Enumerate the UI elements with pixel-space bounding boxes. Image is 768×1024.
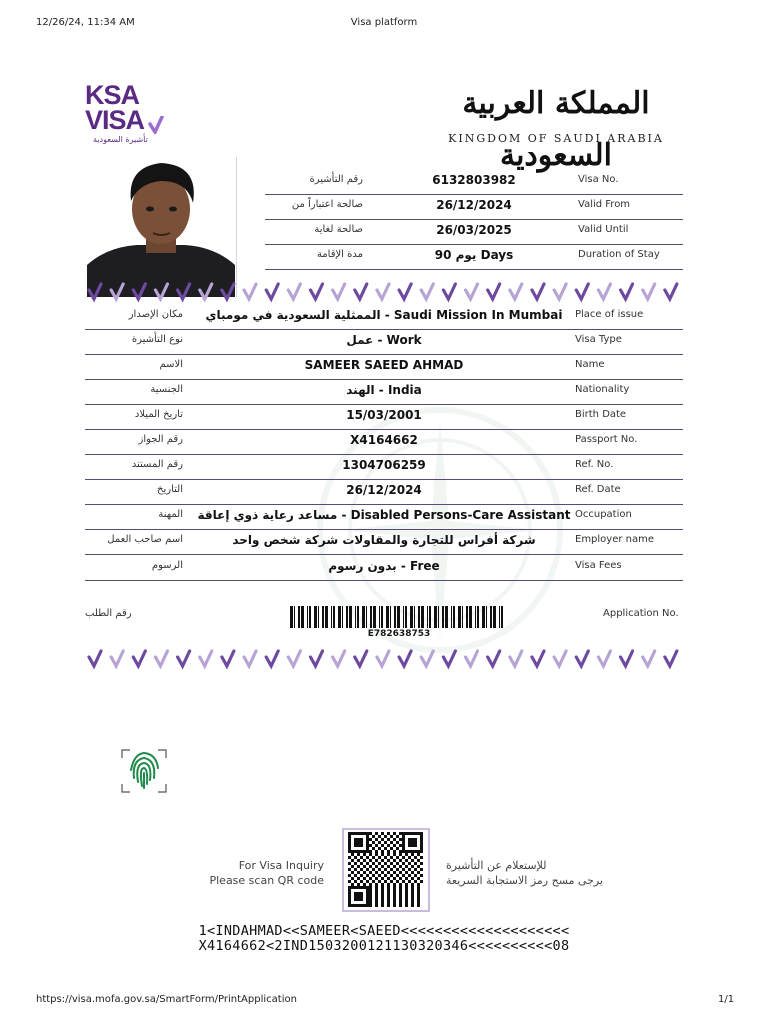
kingdom-english-title: KINGDOM OF SAUDI ARABIA [448,132,664,145]
row-label-ar: صالحة لغاية [314,224,363,235]
row-label-en: Valid Until [578,224,629,235]
check-mark-icon [510,651,522,666]
check-mark-icon [554,284,566,299]
row-label-ar: نوع التأشيرة [131,334,183,345]
detail-row [85,555,683,581]
check-mark-icon [266,651,278,666]
check-mark-icon [399,651,411,666]
fingerprint-icon [120,748,168,794]
check-mark-icon [466,284,478,299]
print-title: Visa platform [350,17,418,28]
print-datetime: 12/26/24, 11:34 AM [36,17,135,28]
row-label-ar: الاسم [159,359,183,370]
row-label-ar: رقم الجواز [138,434,183,445]
inquiry-english [200,858,324,888]
check-mark-icon [576,284,588,299]
row-label-en: Ref. No. [575,459,614,470]
row-value: الهند - India [346,383,422,397]
check-mark-icon [288,284,300,299]
portrait-image [87,157,235,297]
visa-row [265,244,683,270]
row-label-en: Ref. Date [575,484,621,495]
logo-check-icon [148,116,164,134]
print-page-number: 1/1 [718,994,735,1005]
row-label-ar: رقم التأشيرة [309,174,363,185]
check-mark-icon [576,651,588,666]
check-mark-icon [288,651,300,666]
row-label-ar: رقم المستند [131,459,183,470]
detail-row [85,354,683,380]
check-mark-icon [244,284,256,299]
check-mark-icon [488,284,500,299]
check-mark-icon [200,651,212,666]
detail-row [85,504,683,530]
detail-row [85,529,683,555]
visa-row [265,169,683,195]
row-value: مساعد رعاية ذوي إعاقة - Disabled Persons-Care Assistant [197,508,571,522]
row-label-en: Passport No. [575,434,638,445]
barcode-number: E782638753 [367,629,431,639]
check-mark-icon [377,651,389,666]
row-label-en: Duration of Stay [578,249,660,260]
check-mark-icon [443,651,455,666]
row-value: 90 يوم Days [434,248,514,262]
row-label-ar: تاريخ الميلاد [134,409,183,420]
check-mark-icon [621,651,633,666]
detail-row [85,429,683,455]
inquiry-arabic [446,858,606,888]
barcode-icon [290,606,508,628]
row-label-en: Name [575,359,605,370]
row-label-en: Visa Fees [575,560,622,571]
application-label-en: Application No. [603,608,679,619]
row-label-ar: التاريخ [157,484,183,495]
check-mark-icon [532,284,544,299]
mrz-line1: 1<INDAHMAD<<SAMEER<SAEED<<<<<<<<<<<<<<<<<<<< [198,923,570,939]
detail-row [85,454,683,480]
logo-arabic: تأشيرة السعودية [93,135,148,144]
row-value: X4164662 [350,433,418,447]
check-mark-icon [643,651,655,666]
row-label-ar: اسم صاحب العمل [107,534,183,545]
row-value: 26/12/2024 [436,198,512,212]
inquiry-ar-line2: يرجى مسح رمز الاستجابة السريعة [446,874,603,887]
check-mark-icon [266,284,278,299]
check-mark-icon [222,284,234,299]
row-label-ar: مدة الإقامة [316,249,363,260]
check-mark-icon [421,284,433,299]
row-value: 1304706259 [342,458,426,472]
row-label-en: Visa Type [575,334,622,345]
row-value: 15/03/2001 [346,408,422,422]
check-mark-icon [111,284,123,299]
visa-row [265,219,683,245]
check-mark-icon [355,651,367,666]
check-mark-icon [665,284,677,299]
check-mark-strip-icon [85,648,683,670]
row-label-en: Occupation [575,509,632,520]
check-mark-icon [89,284,101,299]
kingdom-arabic-title: المملكة العربية السعودية [462,86,650,173]
row-value: بدون رسوم - Free [328,559,440,573]
check-mark-icon [399,284,411,299]
check-mark-icon [89,651,101,666]
check-mark-icon [554,651,566,666]
photo-divider [236,157,237,297]
logo-line1: KSA [85,80,140,110]
check-mark-icon [155,284,167,299]
check-mark-icon [178,651,190,666]
check-mark-icon [466,651,478,666]
inquiry-en-line1: For Visa Inquiry [238,859,324,872]
row-value: 26/03/2025 [436,223,512,237]
check-mark-icon [133,651,145,666]
check-mark-icon [244,651,256,666]
mrz-line2: X4164662<2IND1503200121130320346<<<<<<<<<<08 [198,938,570,954]
row-label-en: Employer name [575,534,655,545]
row-label-en: Nationality [575,384,630,395]
check-mark-icon [621,284,633,299]
detail-row [85,479,683,505]
row-value: 26/12/2024 [346,483,422,497]
row-label-en: Valid From [578,199,631,210]
applicant-photo [87,157,235,297]
row-value: 6132803982 [432,173,516,187]
row-label-ar: المهنة [158,509,183,520]
row-label-en: Birth Date [575,409,627,420]
row-value: عمل - Work [346,333,422,347]
check-mark-icon [643,284,655,299]
check-mark-icon [310,284,322,299]
check-mark-icon [178,284,190,299]
qr-code-icon [342,828,430,912]
row-label-en: Place of issue [575,309,644,320]
check-mark-icon [200,284,212,299]
check-mark-icon [421,651,433,666]
row-value: الممثلية السعودية في مومباي - Saudi Mission In Mumbai [205,308,563,322]
check-mark-icon [111,651,123,666]
check-mark-icon [510,284,522,299]
check-mark-icon [443,284,455,299]
visa-row [265,194,683,220]
row-label-ar: الرسوم [151,560,183,571]
detail-row [85,379,683,405]
check-mark-icon [310,651,322,666]
row-label-en: Visa No. [578,174,619,185]
print-url: https://visa.mofa.gov.sa/SmartForm/PrintApplication [36,994,297,1005]
row-label-ar: الجنسية [150,384,183,395]
check-mark-icon [133,284,145,299]
check-mark-icon [355,284,367,299]
check-mark-icon [598,651,610,666]
detail-row [85,329,683,355]
check-mark-icon [222,651,234,666]
check-mark-icon [155,651,167,666]
row-label-ar: صالحة اعتباراً من [291,199,363,210]
detail-row [85,404,683,430]
application-label-ar: رقم الطلب [85,608,132,619]
logo-line2: VISA [85,105,145,135]
row-value: SAMEER SAEED AHMAD [304,358,464,372]
check-mark-icon [377,284,389,299]
detail-row [85,304,683,330]
row-value: شركة أفراس للتجارة والمقاولات شركة شخص واحد [232,533,536,547]
machine-readable-zone [150,924,618,954]
check-mark-icon [665,651,677,666]
inquiry-en-line2: Please scan QR code [209,874,324,887]
check-mark-icon [598,284,610,299]
check-mark-icon [333,651,345,666]
ksa-visa-logo [85,80,175,144]
check-mark-icon [333,284,345,299]
check-mark-icon [532,651,544,666]
check-mark-strip-icon [85,281,683,303]
check-mark-icon [488,651,500,666]
row-label-ar: مكان الإصدار [128,309,183,320]
inquiry-ar-line1: للإستعلام عن التأشيرة [446,859,547,872]
